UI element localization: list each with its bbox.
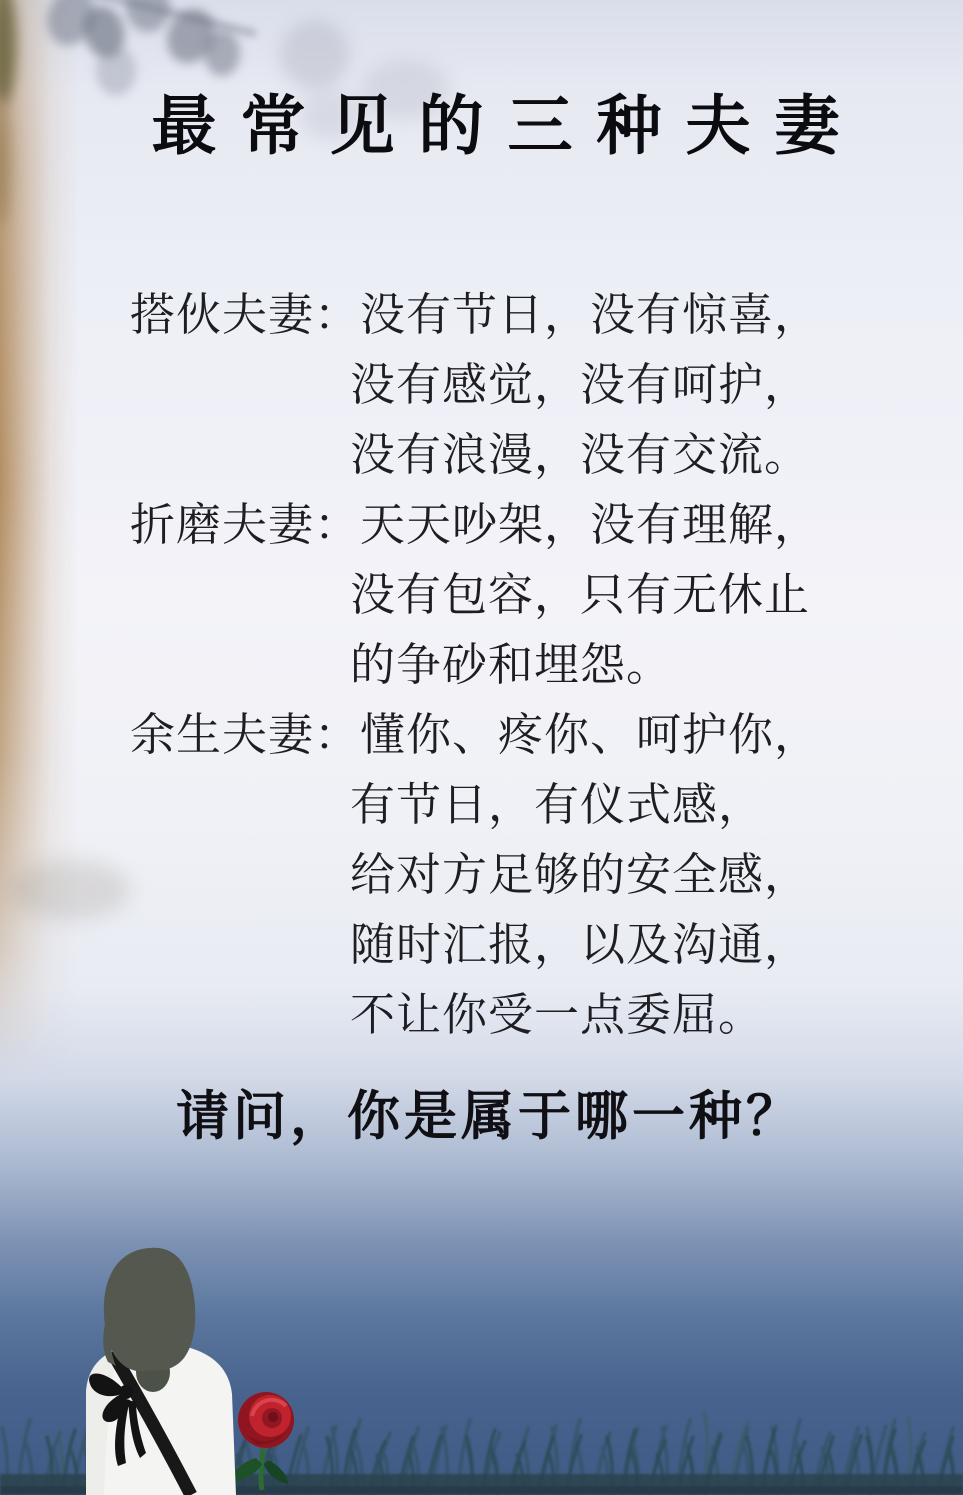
leaf-shadow	[96, 46, 136, 96]
text-line	[130, 849, 890, 919]
text-line	[130, 989, 890, 1059]
couple-type-text: 没有包容，只有无休止	[350, 569, 811, 620]
leaf-shadow	[126, 0, 170, 32]
couple-type-label: 搭伙夫妻：	[130, 289, 361, 340]
couple-types-list	[130, 289, 890, 1059]
question-text: 请问，你是属于哪一种？	[176, 1087, 803, 1146]
faint-shadow	[10, 860, 130, 920]
leaf-shadow	[204, 30, 240, 76]
text-line	[130, 569, 890, 639]
text-line	[130, 639, 890, 709]
couple-type-text: 天天吵架，没有理解，	[360, 499, 821, 550]
woman-illustration	[60, 1220, 360, 1495]
faint-leaf-shadow	[280, 20, 350, 90]
text-line	[130, 499, 890, 569]
couple-type-text: 给对方足够的安全感，	[350, 849, 811, 900]
text-line	[130, 429, 890, 499]
text-line	[130, 359, 890, 429]
woman-hair	[103, 1248, 195, 1371]
couple-type-text: 没有节日，没有惊喜，	[360, 289, 821, 340]
couple-type-text: 没有感觉，没有呵护，	[350, 359, 811, 410]
text-line	[130, 709, 890, 779]
text-line	[130, 289, 890, 359]
page-title: 最常见的三种夫妻	[151, 89, 864, 162]
couple-type-text: 不让你受一点委屈。	[350, 989, 765, 1040]
couple-type-text: 没有浪漫，没有交流。	[350, 429, 811, 480]
couple-type-text: 的争砂和埋怨。	[350, 639, 673, 690]
couple-type-label: 余生夫妻：	[130, 709, 361, 760]
couple-type-text: 懂你、疼你、呵护你，	[360, 709, 821, 760]
rose-icon	[230, 1392, 294, 1490]
text-line	[130, 919, 890, 989]
text-line	[130, 779, 890, 849]
couple-type-text: 随时汇报，以及沟通，	[350, 919, 811, 970]
couple-type-label: 折磨夫妻：	[130, 499, 361, 550]
couple-type-text: 有节日，有仪式感，	[350, 779, 765, 830]
